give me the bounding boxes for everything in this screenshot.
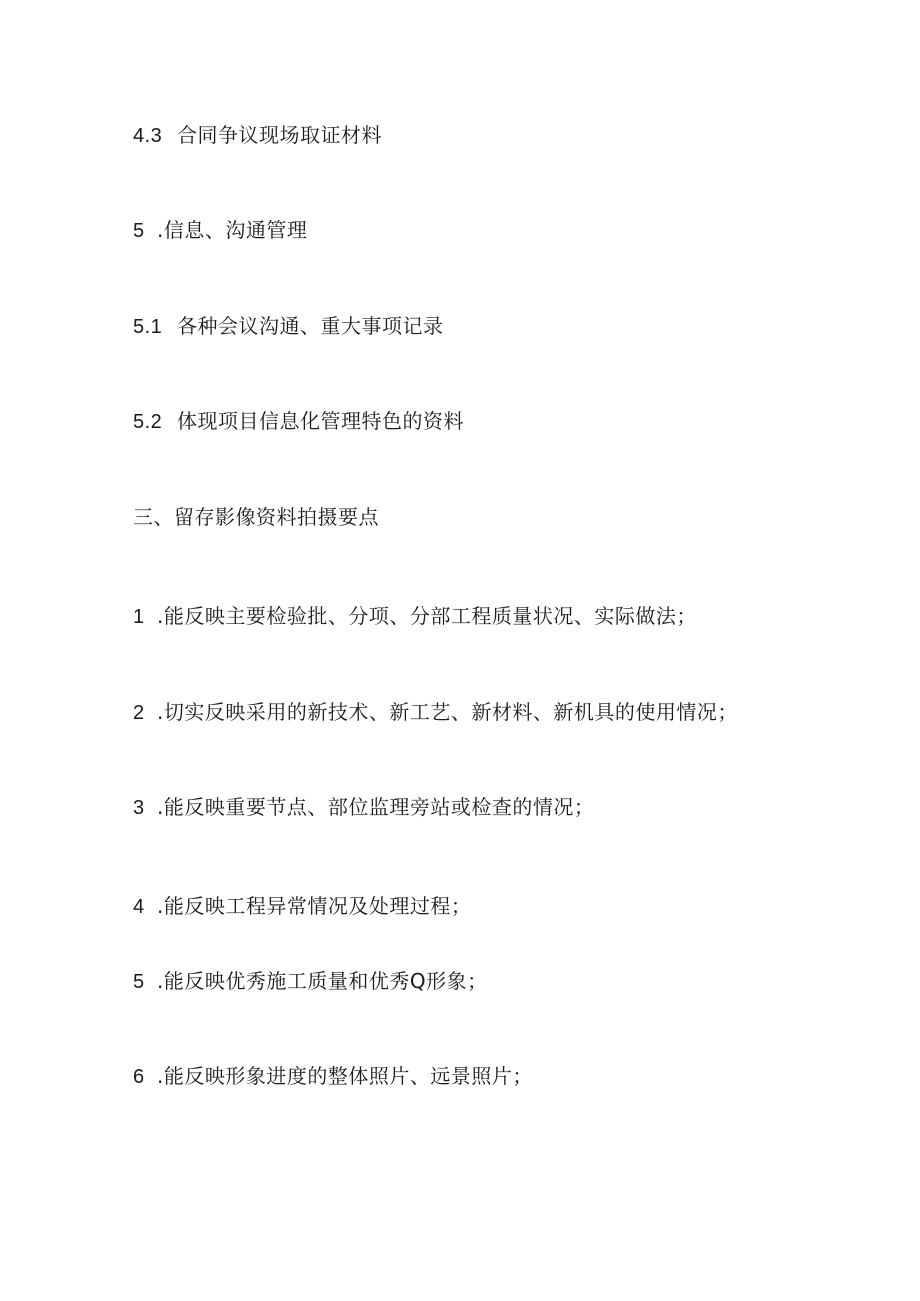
list-item-6 [133,1061,533,1091]
item-text: .能反映工程异常情况及处理过程； [157,894,472,918]
list-item-4 [133,891,471,921]
item-number: 5 [133,971,145,993]
list-item-5 [133,966,488,996]
section-text: .信息、沟通管理 [157,218,308,242]
section-number: 5.2 [133,411,163,433]
section-heading-5 [133,215,307,245]
item-number: 4 [133,896,145,918]
item-number: 3 [133,797,145,819]
list-item-1 [133,601,697,631]
item-text: .能反映优秀施工质量和优秀Q形象； [157,969,488,993]
chapter-heading-3 [133,502,379,532]
section-text: 合同争议现场取证材料 [177,123,382,147]
section-number: 4.3 [133,125,163,147]
item-text: .切实反映采用的新技术、新工艺、新材料、新机具的使用情况； [157,700,738,724]
item-text: .能反映重要节点、部位监理旁站或检查的情况； [157,795,595,819]
section-number: 5 [133,220,145,242]
section-heading-4-3 [133,120,382,150]
section-text: 各种会议沟通、重大事项记录 [177,314,444,338]
section-heading-5-2 [133,406,464,436]
item-text: .能反映形象进度的整体照片、远景照片； [157,1064,533,1088]
section-heading-5-1 [133,311,444,341]
item-text: .能反映主要检验批、分项、分部工程质量状况、实际做法； [157,604,697,628]
chapter-text: 三、留存影像资料拍摄要点 [133,505,379,529]
section-text: 体现项目信息化管理特色的资料 [177,409,464,433]
list-item-3 [133,792,594,822]
list-item-2 [133,697,738,727]
item-number: 2 [133,702,145,724]
section-number: 5.1 [133,316,163,338]
item-number: 1 [133,606,145,628]
item-number: 6 [133,1066,145,1088]
